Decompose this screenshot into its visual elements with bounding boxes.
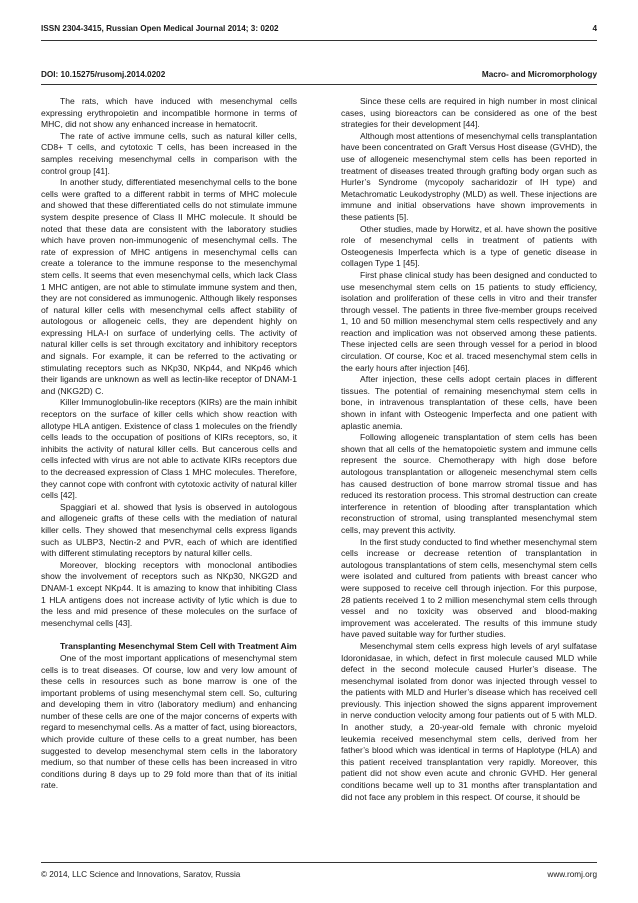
section-label: Macro- and Micromorphology [481,70,597,79]
paragraph: After injection, these cells adopt certain places in different tissues. The potential of remaining mesenchymal stem cells in bone, in intravenous transplantation of these cells, have been shown in infant with Osteogenic Imperfecta and one patient with aplastic anemia. [341,374,597,431]
paragraph: Killer Immunoglobulin-like receptors (KIRs) are the main inhibit receptors on the surface of killer cells which show reaction with allotype HLA antigen. Existence of class 1 molecules on the friendly cells leads to the occupation of positions of KIRs receptors, so, it inhibits the activity of natural killer cells. But cancerous cells and cells infected with virus are not able to activate KIRs receptors due to the decreased expression of Class 1 MHC molecules. Therefore, they cannot cope with confront with cytotoxic activity of natural killer cells [42]. [41,397,297,501]
paragraph: The rats, which have induced with mesenchymal cells expressing erythropoietin and incompatible hormone in terms of MHC, did not show any enhanced increase in hematocrit. [41,96,297,130]
copyright-notice: © 2014, LLC Science and Innovations, Saratov, Russia [41,870,241,879]
right-column [341,96,597,803]
paragraph: In the first study conducted to find whether mesenchymal stem cells increase or decrease retention of transplantation in autologous transplantations of stem cells, mesenchymal stem cells were isolated and cultured from patients with breast cancer who were supposed to receive cell through injection. For this purpose, 28 patients received 1 to 2 million mesenchymal stem cells through vessel and no toxicity was observed and blood-making improvement was accelerated. The results of this immune study have paved suitable way for further studies. [341,536,597,640]
footer-rule [41,862,597,863]
paragraph: First phase clinical study has been designed and conducted to use mesenchymal stem cells on 15 patients to study efficiency, isolation and proliferation of these cells in vitro and their transfer through vessel. The patients in three five-member groups received 1, 10 and 50 million mesenchymal stem cells respectively and any reaction and implication was not observed among these patients. These injected cells are seen through vessel for a period in blood circulation. Of course, Koc et al. traced mesenchymal stem cells in the early hours after injection [46]. [341,269,597,373]
journal-header [41,24,597,33]
paragraph: The rate of active immune cells, such as natural killer cells, CD8+ T cells, and cytotoxic T cells, has been increased in the samples receiving mesenchymal cells in comparison with the control group [41]. [41,130,297,176]
issn-line: ISSN 2304-3415, Russian Open Medical Journal 2014; 3: 0202 [41,24,279,33]
section-heading: Transplanting Mesenchymal Stem Cell with Treatment Aim [60,641,297,652]
page-footer [41,870,597,879]
paragraph: Since these cells are required in high number in most clinical cases, using bioreactors can be considered as one of the best strategies for their development [44]. [341,96,597,130]
paragraph: Other studies, made by Horwitz, et al. have shown the positive role of mesenchymal cells in treatment of patients with Osteogenesis Imperfecta which is a type of genetic disease in collagen Type 1 [45]. [341,223,597,269]
paragraph: Moreover, blocking receptors with monoclonal antibodies show the involvement of receptors such as NKp30, NKG2D and DNAM-1 except NKp44. It is amazing to know that inhibiting Class 1 HLA antigens does not increase activity of lytic which is due to the less and mid presence of these molecules on the surface of mesenchymal cells [43]. [41,559,297,628]
left-column [41,96,297,792]
paragraph: Spaggiari et al. showed that lysis is observed in autologous and allogeneic grafts of these cells with the mediation of natural killer cells. They showed that mesenchymal cells express ligands such as ULBP3, Nectin-2 and PVR, each of which are identified with different stimulating receptors by natural killer cells. [41,501,297,559]
website-link[interactable]: www.romj.org [547,870,597,879]
doi-rule [41,84,597,85]
header-rule [41,40,597,41]
paragraph: Mesenchymal stem cells express high levels of aryl sulfatase Idoronidasae, in which, defect in first molecule caused MLD while defect in the second molecule caused Hurler’s disease. The mesenchymal isolated from donor was injected through vessel to the patients with MLD and Hurler’s disease which has received cell previously. This injection showed the signs apparent improvement in nerve conduction velocity among four patients out of 5 with MLD. In another study, a 20-year-old female with chronic myeloid leukemia received mesenchymal stem cells, derived from her father’s blood which was identical in terms of Haplotype (HLA) and this patient received transplantation very rapidly. Moreover, this patient did not show even acute and chronic GVHD. Her general conditions became well up to 31 months after transplantation and did not face any problem in this respect. Of course, it should be [341,640,597,802]
paragraph: Following allogeneic transplantation of stem cells has been shown that all cells of the hematopoietic system and immune cells represent the source. Chemotherapy with high dose before autologous transplantation or allogeneic mesenchymal stem cells has caused destruction of bone marrow stromal tissue and has reduced its restoration process. This stromal destruction can create interference in retention of blooding after transplantation which reconstruction of stromal, using transplanted mesenchymal stem cells, may prevent this activity. [341,432,597,535]
doi-line: DOI: 10.15275/rusomj.2014.0202 [41,70,166,79]
paragraph: Although most attentions of mesenchymal cells transplantation have been concentrated on Graft Versus Host disease (GVHD), the use of allogeneic mesenchymal stem cells has been reported in treatment of diseases treated through grafting body organ such as Hurler’s Syndrome (mycopoly sacharidozir of IH type) and Metachromatic Leukodystrophy (MLD) as well. These injections are immune and initial observations have shown improvements in these patients [5]. [341,130,597,222]
doi-header [41,70,597,79]
page-number: 4 [592,24,597,33]
paragraph: In another study, differentiated mesenchymal cells to the bone cells were grafted to a different rabbit in terms of MHC molecule and showed that these differentiated cells do not stimulate immune system despite presence of Class II MHC molecule. It should be noted that these data are consistent with the laboratory studies which have proven non-immunogenic of mesenchymal cells. The rate of expression of MHC antigens in mesenchymal cells can create a tolerance to the immune response to the mesenchymal stem cells. It seems that even mesenchymal cells, which lack Class 1 MHC antigen, are not able to stimulate immune system and then, they are not considered as immunogenic. Although likely responses of natural killer cells with mesenchymal cells affect stability of autologous or allogeneic cells, they are dependent highly on expressing HLA-I on surface of underlying cells. The activity of natural killer cells is set through excitatory and inhibitory receptors and signals. For example, it can be referred to the activating or stimulating receptors such as NKp30, NKp44, and NKp46 which their ligands are unknown as well as lectin-like receptor of DNAM-1 and (NKG2D) C. [41,177,297,396]
paragraph: One of the most important applications of mesenchymal stem cells is to treat diseases. Of course, low and very low amount of these cells in resources such as bone marrow is one of the important problems of using mesenchymal stem cell. So, culturing and developing them in vitro (laboratory medium) and enhancing number of these cells are one of the major concerns of experts with regard to mesenchymal cells. As a matter of fact, using bioreactors, which provide culture of these cells to a great number, has been suggested to develop mesenchymal stem cells in the laboratory medium, so that number of these cells has been increased in vitro conditions during 8 days up to 29 fold more than that of its initial rate. [41,652,297,791]
